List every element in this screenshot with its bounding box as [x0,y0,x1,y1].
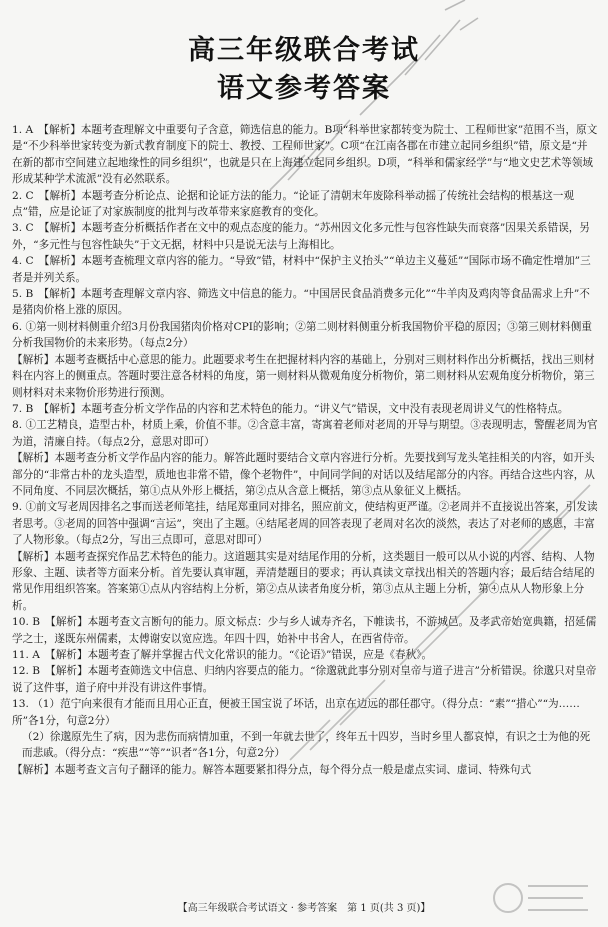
answer-item-8: 8. ①工艺精良，造型古朴，材质上乘，价值不菲。②含意丰富，寄寓着老师对老周的开导与期望。③表现明志，警醒老周为官为道，清廉自持。（每点2分，意思对即可） [12,419,598,448]
page-title: 高三年级联合考试 [188,35,420,66]
answer-item-10: 10. B 【解析】本题考查文言断句的能力。原文标点：少与乡人诚寿齐名，下帷读书，不游城邑。及孝武帝始宽典籍，招延儒学之士，遂既东州儒素，太傅谢安以宽应选。年四十四，始补中书舍人，在西省侍帝。 [12,616,597,645]
analysis-item-13: 【解析】本题考查文言句子翻译的能力。解答本题要紧扣得分点，每个得分点一般是虚点实词、虚词、特殊句式 [12,763,532,776]
answer-item-2: 2. C 【解析】本题考查分析论点、论据和论证方法的能力。“论证了清朝末年废除科举动摇了传统社会结构的根基这一观点”错，应是论证了对家族制度的批判与改革带来家庭教育的变化。 [12,189,574,219]
page-footer: 【高三年级联合考试语文 · 参考答案 第 1 页(共 3 页)】 [177,903,431,914]
page-subtitle: 语文参考答案 [217,73,391,104]
answer-item-7: 7. B 【解析】本题考查分析文学作品的内容和艺术特色的能力。“讲义气”错误，文中没有表现老周讲义气的性格特点。 [12,402,569,415]
analysis-item-9: 【解析】本题考查探究作品艺术特色的能力。这道题其实是对结尾作用的分析，这类题目一般可以从小说的内容、结构、人物形象、主题、读者等方面来分析。首先要认真审题，弄清楚题目的要求；再认真读文章找出相关的答题内容；最后结合结尾的常见作用组织答案。答案第①点从内容结构上分析，第②点从读者角度分析，第③点从主题上分析，第④点从人物形象上分析。 [12,550,595,612]
answer-item-1: 1. A 【解析】本题考查理解文中重要句子含意，筛选信息的能力。B项“科举世家都转变为院士、工程师世家”范围不当，原文是“不少科举世家转变为新式教育制度下的院士、教授、工程师世家”。C项“在江南各郡在市建立起同乡组织”错，原文是“并在新的都市空间建立起地缘性的同乡组织”，也就是只在上海建立起同乡组织。D项，“科举和儒家经学”与“地文史艺术等领域形成某种学术流派”没有必然联系。 [12,124,598,186]
answer-item-6: 6. ①第一则材料侧重介绍3月份我国猪肉价格对CPI的影响；②第二则材料侧重分析我国物价平稳的原因；③第三则材料侧重分析我国物价的未来形势。（每点2分） [12,320,592,350]
answer-content [12,122,598,778]
answer-item-12: 12. B 【解析】本题考查筛选文中信息、归纳内容要点的能力。“徐邈就此事分别对皇帝与道子进言”分析错误。徐邈只对皇帝说了这件事，道子府中并没有讲这件事情。 [12,665,597,694]
answer-item-4: 4. C 【解析】本题考查梳理文章内容的能力。“导致”错，材料中“保护主义抬头”“单边主义蔓延”“国际市场不确定性增加”三者是并列关系。 [12,255,591,284]
analysis-item-6: 【解析】本题考查概括中心意思的能力。此题要求考生在把握材料内容的基础上，分别对三则材料作出分析概括，找出三则材料在内容上的侧重点。答题时要注意各材料的角度，第一则材料从微观角度分析物价，第二则材料从宏观角度分析物价，第三则材料对未来物价形势进行预测。 [12,353,595,399]
answer-item-13-2: （2）徐邈原先生了病，因为悲伤而病情加重，不到一年就去世了，终年五十四岁，当时乡里人都哀悼，有识之士为他的死而悲戚。（得分点：“疾患”“等”“识者”各1分，句意2分） [22,731,591,760]
site-logo-watermark-icon [488,868,598,924]
answer-item-11: 11. A 【解析】本题考查了解并掌握古代文化常识的能力。“《论语》”错误，应是《春秋》。 [12,649,433,661]
answer-item-9: 9. ①前文写老周因排名之事而送老师笔挂，结尾郑重同对排名，照应前文，使结构更严谨。②老周并不直接说出答案，引发读者思考。③老周的回答中强调“言运”，突出了主题。④结尾老周的回答表现了老周对名次的淡然，表达了对老师的感恩，丰富了人物形象。（每点2分，写出三点即可，意思对即可） [12,501,598,547]
answer-item-5: 5. B 【解析】本题考查理解文章内容、筛选文中信息的能力。“中国居民食品消费多元化”“牛羊肉及鸡肉等食品需求上升”不是猪肉价格上涨的原因。 [12,288,590,317]
answer-item-13-1: 13. （1）范宁向来很有才能而且用心正直，便被王国宝说了坏话，出京在边远的郡任郡守。（得分点：“素”“措心”“为……所”各1分，句意2分） [12,698,580,727]
analysis-item-8: 【解析】本题考查分析文学作品内容的能力。解答此题时要结合文章内容进行分析。先要找到写龙头笔挂相关的内容，如开头部分的“非常古朴的龙头造型，质地也非常不错，像个老物件”，中间同学间的对话以及结尾部分的内容。再结合这些内容，从不同角度、不同层次概括，第①点从外形上概括，第②点从含意上概括，第③点从象征义上概括。 [12,452,595,497]
answer-item-3: 3. C 【解析】本题考查分析概括作者在文中的观点态度的能力。“苏州因文化多元性与包容性缺失而衰落”因果关系错误，另外，“多元性与包容性缺失”于文无据，材料中只是说无法与上海相比。 [12,222,590,251]
